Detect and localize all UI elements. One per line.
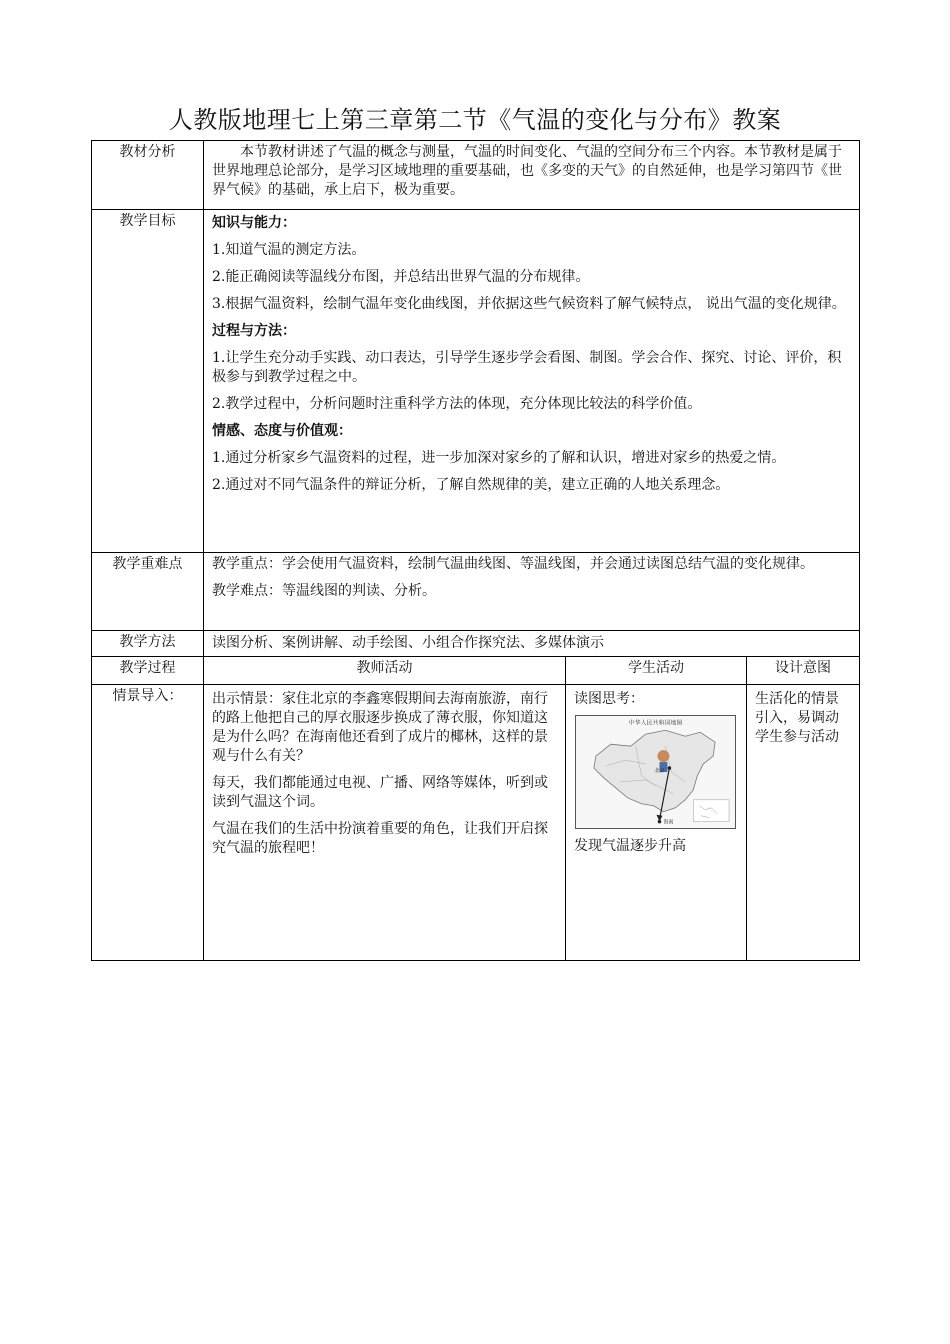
child-figure-icon (657, 750, 669, 762)
key-focus: 教学重点：学会使用气温资料，绘制气温曲线图、等温线图，并会通过读图总结气温的变化规律。 (212, 556, 814, 572)
row-intro (92, 685, 860, 961)
methods-label: 教学方法 (92, 631, 204, 657)
knowledge-item-2: 2.能正确阅读等温线分布图，并总结出世界气温的分布规律。 (212, 269, 590, 285)
student-activity-2: 发现气温逐步升高 (574, 838, 686, 854)
map-label-hainan: 海南 (663, 819, 674, 826)
map-label-beijing: 北京 (654, 768, 665, 774)
emotion-heading: 情感、态度与价值观： (212, 423, 352, 439)
analysis-label: 教材分析 (92, 141, 204, 210)
methods-text: 读图分析、案例讲解、动手绘图、小组合作探究法、多媒体演示 (204, 631, 860, 657)
lesson-plan-table (91, 140, 860, 961)
header-intent: 设计意图 (747, 657, 860, 685)
design-intent: 生活化的情景引入，易调动学生参与活动 (747, 685, 860, 961)
knowledge-item-1: 1.知道气温的测定方法。 (212, 242, 366, 258)
key-points-cell (204, 553, 860, 631)
teacher-activity-cell (204, 685, 566, 961)
analysis-cell (204, 141, 860, 210)
header-teacher: 教师活动 (204, 657, 566, 685)
document-title: 人教版地理七上第三章第二节《气温的变化与分布》教案 (168, 106, 782, 134)
knowledge-heading: 知识与能力： (212, 215, 296, 231)
process-item-2: 2.教学过程中，分析问题时注重科学方法的体现，充分体现比较法的科学价值。 (212, 396, 702, 412)
row-goals (92, 210, 860, 553)
teacher-activity-3: 气温在我们的生活中扮演着重要的角色，让我们开启探究气温的旅程吧！ (212, 821, 548, 856)
row-methods (92, 631, 860, 657)
student-activity-cell (566, 685, 747, 961)
map-title: 中华人民共和国地图 (628, 719, 683, 727)
key-difficulty: 教学难点：等温线图的判读、分析。 (212, 583, 436, 599)
header-student: 学生活动 (566, 657, 747, 685)
emotion-item-1: 1.通过分析家乡气温资料的过程，进一步加深对家乡的了解和认识，增进对家乡的热爱之情。 (212, 450, 786, 466)
key-points-label: 教学重难点 (92, 553, 204, 631)
stage-intro: 情景导入： (92, 685, 204, 961)
teacher-activity-1: 出示情景：家住北京的李鑫寒假期间去海南旅游，南行的路上他把自己的厚衣服逐步换成了薄衣服，你知道这是为什么吗？在海南他还看到了成片的椰林，这样的景观与什么有关？ (212, 691, 548, 764)
process-item-1: 1.让学生充分动手实践、动口表达，引导学生逐步学会看图、制图。学会合作、探究、讨论、评价，积极参与到教学过程之中。 (212, 350, 842, 385)
goals-label: 教学目标 (92, 210, 204, 553)
goals-cell (204, 210, 860, 553)
knowledge-item-3: 3.根据气温资料，绘制气温年变化曲线图，并依据这些气候资料了解气候特点， 说出气温的变化规律。 (212, 296, 846, 312)
china-map-image (575, 715, 736, 829)
row-key-points (92, 553, 860, 631)
teacher-activity-2: 每天，我们都能通过电视、广播、网络等媒体，听到或读到气温这个词。 (212, 775, 548, 810)
row-analysis (92, 141, 860, 210)
student-activity-1: 读图思考： (574, 691, 644, 707)
row-process-header (92, 657, 860, 685)
analysis-text: 本节教材讲述了气温的概念与测量，气温的时间变化、气温的空间分布三个内容。本节教材是属于世界地理总论部分，是学习区域地理的重要基础，也《多变的天气》的自然延伸，也是学习第四节《世界气候》的基础，承上启下，极为重要。 (212, 144, 842, 198)
process-heading: 过程与方法： (212, 323, 296, 339)
emotion-item-2: 2.通过对不同气温条件的辩证分析，了解自然规律的美，建立正确的人地关系理念。 (212, 477, 730, 493)
hainan-marker-icon (658, 820, 662, 824)
header-process: 教学过程 (92, 657, 204, 685)
